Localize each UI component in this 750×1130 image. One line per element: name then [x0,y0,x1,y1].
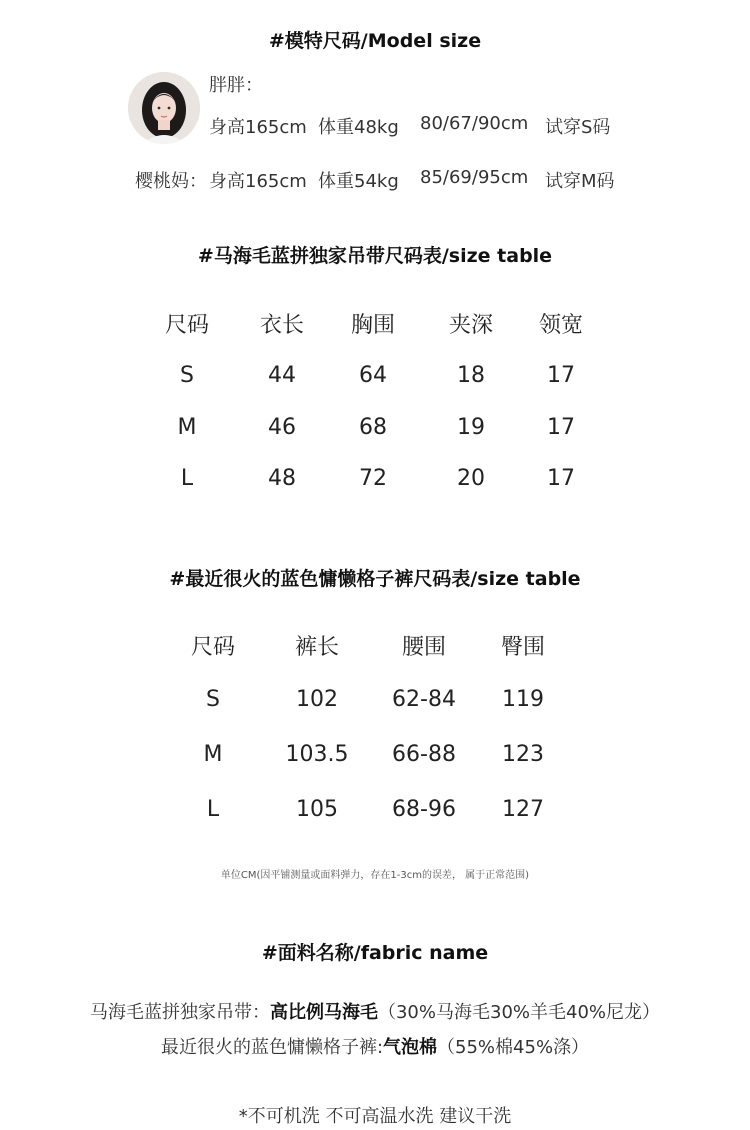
table-cell: 103.5 [285,742,349,767]
pants-size-table-title: #最近很火的蓝色慵懒格子裤尺码表/size table [169,568,581,590]
table-cell: 66-88 [392,742,456,767]
model1-size: 试穿S码 [545,117,611,138]
table-cell: 105 [296,797,338,822]
fabric-top-material: 高比例马海毛 [269,1002,378,1023]
table-header-cell: 尺码 [190,635,236,660]
table-header-cell: 臀围 [500,635,546,660]
fabric-line-top [0,998,750,1024]
table-cell: 17 [547,415,575,440]
model1-height: 身高165cm [209,117,307,138]
fabric-pants-label: 最近很火的蓝色慵懒格子裤: [160,1037,384,1058]
table-cell: M [177,415,197,440]
fabric-top-composition: （30%马海毛30%羊毛40%尼龙） [377,1002,661,1023]
table-header-cell: 尺码 [164,313,210,338]
model-size-title: #模特尺码/Model size [268,30,482,52]
table-cell: 102 [296,687,338,712]
table-header-cell: 衣长 [259,313,305,338]
table-cell: M [203,742,223,767]
model-avatar [128,72,200,144]
table-cell: 68-96 [392,797,456,822]
top-size-table-title: #马海毛蓝拼独家吊带尺码表/size table [197,245,553,267]
table-cell: 17 [547,466,575,491]
table-cell: 19 [457,415,485,440]
model1-weight: 体重48kg [318,117,399,138]
table-cell: 72 [359,466,387,491]
fabric-line-pants [0,1033,750,1059]
table-cell: 48 [268,466,296,491]
model2-height: 身高165cm [209,171,307,192]
table-cell: 119 [502,687,544,712]
table-cell: 44 [268,363,296,388]
model2-weight: 体重54kg [318,171,399,192]
fabric-pants-composition: （55%棉45%涤） [437,1037,590,1058]
table-header-cell: 夹深 [448,313,494,338]
measurement-note: 单位CM(因平铺测量或面料弹力，存在1-3cm的误差， 属于正常范围) [220,870,530,881]
care-instructions: *不可机洗 不可高温水洗 建议干洗 [238,1106,512,1127]
model2-measurements: 85/69/95cm [420,167,529,188]
table-cell: 17 [547,363,575,388]
model1-measurements: 80/67/90cm [420,113,529,134]
table-cell: 64 [359,363,387,388]
model-portrait-image [128,72,200,144]
table-cell: 62-84 [392,687,456,712]
fabric-pants-material: 气泡棉 [383,1037,438,1058]
table-cell: L [206,797,220,822]
fabric-top-label: 马海毛蓝拼独家吊带： [89,1002,270,1023]
table-cell: S [206,687,220,712]
table-cell: 18 [457,363,485,388]
table-cell: L [180,466,194,491]
table-header-cell: 腰围 [401,635,447,660]
model1-name: 胖胖： [209,75,263,96]
table-cell: 123 [502,742,544,767]
table-header-cell: 胸围 [350,313,396,338]
table-cell: 127 [502,797,544,822]
model2-name: 樱桃妈： [135,171,207,192]
table-cell: 20 [457,466,485,491]
table-cell: S [180,363,194,388]
table-cell: 68 [359,415,387,440]
model2-size: 试穿M码 [545,171,615,192]
fabric-title: #面料名称/fabric name [261,942,489,964]
table-header-cell: 裤长 [294,635,340,660]
table-header-cell: 领宽 [538,313,584,338]
table-cell: 46 [268,415,296,440]
